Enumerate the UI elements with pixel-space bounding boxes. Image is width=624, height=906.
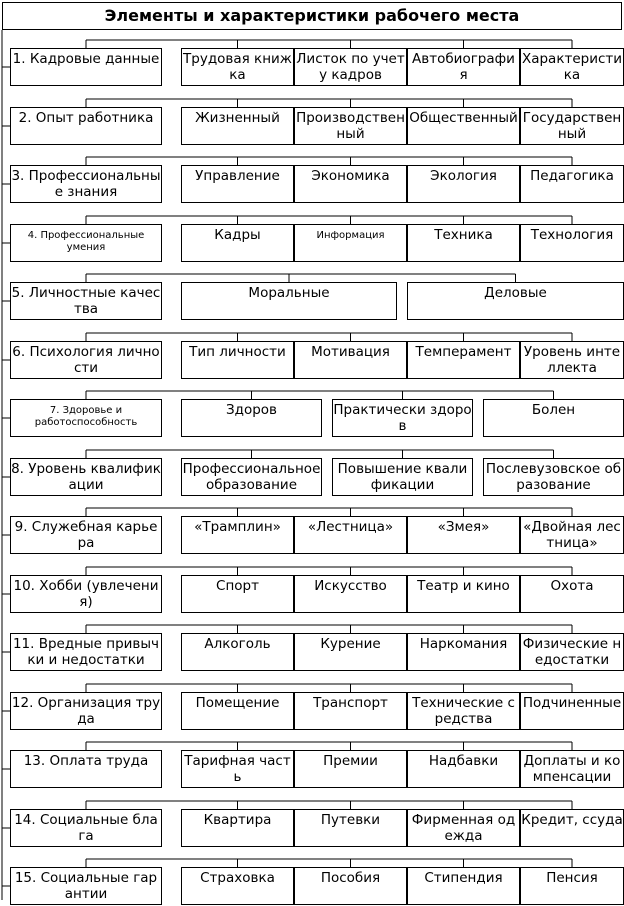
- row-item-box: Тарифная часть: [181, 750, 294, 788]
- row-item-box: Профессиональное образование: [181, 458, 322, 496]
- row-item-box: Технические средства: [407, 692, 520, 730]
- row-item-box: Алкоголь: [181, 633, 294, 671]
- row-item-box: Фирменная одежда: [407, 809, 520, 847]
- row-item-box: Темперамент: [407, 341, 520, 379]
- row-item-box: Пенсия: [520, 867, 624, 905]
- row-item-box: Помещение: [181, 692, 294, 730]
- row-label-box: 2. Опыт работника: [10, 107, 162, 145]
- row-item-box: Здоров: [181, 399, 322, 437]
- row-item-box: Послевузовское образование: [483, 458, 624, 496]
- row-item-box: Физические недостатки: [520, 633, 624, 671]
- row-item-box: Пособия: [294, 867, 407, 905]
- row-item-box: Подчиненные: [520, 692, 624, 730]
- row-item-box: Управление: [181, 165, 294, 203]
- row-item-box: Экология: [407, 165, 520, 203]
- row-item-box: Уровень интеллекта: [520, 341, 624, 379]
- row-item-box: Надбавки: [407, 750, 520, 788]
- row-item-box: Мотивация: [294, 341, 407, 379]
- row-item-box: Трудовая книжка: [181, 48, 294, 86]
- row-label-box: 13. Оплата труда: [10, 750, 162, 788]
- row-item-box: Общественный: [407, 107, 520, 145]
- row-item-box: Деловые: [407, 282, 624, 320]
- diagram-title: Элементы и характеристики рабочего места: [2, 2, 622, 30]
- row-item-box: Характеристика: [520, 48, 624, 86]
- row-item-box: «Двойная лестница»: [520, 516, 624, 554]
- row-item-box: «Змея»: [407, 516, 520, 554]
- row-item-box: Технология: [520, 224, 624, 262]
- row-label-box: 9. Служебная карьера: [10, 516, 162, 554]
- row-item-box: Кадры: [181, 224, 294, 262]
- row-label-box: 1. Кадровые данные: [10, 48, 162, 86]
- row-label-box: 10. Хобби (увлечения): [10, 575, 162, 613]
- row-item-box: Путевки: [294, 809, 407, 847]
- row-item-box: Курение: [294, 633, 407, 671]
- row-item-box: Охота: [520, 575, 624, 613]
- row-item-box: Повышение квалификации: [332, 458, 473, 496]
- row-item-box: Театр и кино: [407, 575, 520, 613]
- row-item-box: Спорт: [181, 575, 294, 613]
- row-item-box: Доплаты и компенсации: [520, 750, 624, 788]
- row-item-box: Кредит, ссуда: [520, 809, 624, 847]
- row-label-box: 4. Профессиональные умения: [10, 224, 162, 262]
- row-item-box: «Трамплин»: [181, 516, 294, 554]
- row-item-box: Экономика: [294, 165, 407, 203]
- row-item-box: Транспорт: [294, 692, 407, 730]
- row-item-box: Стипендия: [407, 867, 520, 905]
- row-item-box: «Лестница»: [294, 516, 407, 554]
- row-item-box: Болен: [483, 399, 624, 437]
- row-item-box: Листок по учету кадров: [294, 48, 407, 86]
- row-item-box: Искусство: [294, 575, 407, 613]
- row-label-box: 14. Социальные блага: [10, 809, 162, 847]
- row-item-box: Жизненный: [181, 107, 294, 145]
- row-label-box: 8. Уровень квалификации: [10, 458, 162, 496]
- row-item-box: Педагогика: [520, 165, 624, 203]
- row-item-box: Наркомания: [407, 633, 520, 671]
- row-item-box: Моральные: [181, 282, 397, 320]
- row-label-box: 3. Профессиональные знания: [10, 165, 162, 203]
- row-item-box: Производственный: [294, 107, 407, 145]
- row-item-box: Государственный: [520, 107, 624, 145]
- row-item-box: Информация: [294, 224, 407, 262]
- row-item-box: Премии: [294, 750, 407, 788]
- row-label-box: 11. Вредные привычки и недостатки: [10, 633, 162, 671]
- row-label-box: 7. Здоровье и работоспособность: [10, 399, 162, 437]
- row-item-box: Квартира: [181, 809, 294, 847]
- row-item-box: Страховка: [181, 867, 294, 905]
- row-item-box: Автобиография: [407, 48, 520, 86]
- row-item-box: Практически здоров: [332, 399, 473, 437]
- row-label-box: 15. Социальные гарантии: [10, 867, 162, 905]
- row-item-box: Тип личности: [181, 341, 294, 379]
- row-item-box: Техника: [407, 224, 520, 262]
- row-label-box: 12. Организация труда: [10, 692, 162, 730]
- row-label-box: 5. Личностные качества: [10, 282, 162, 320]
- row-label-box: 6. Психология личности: [10, 341, 162, 379]
